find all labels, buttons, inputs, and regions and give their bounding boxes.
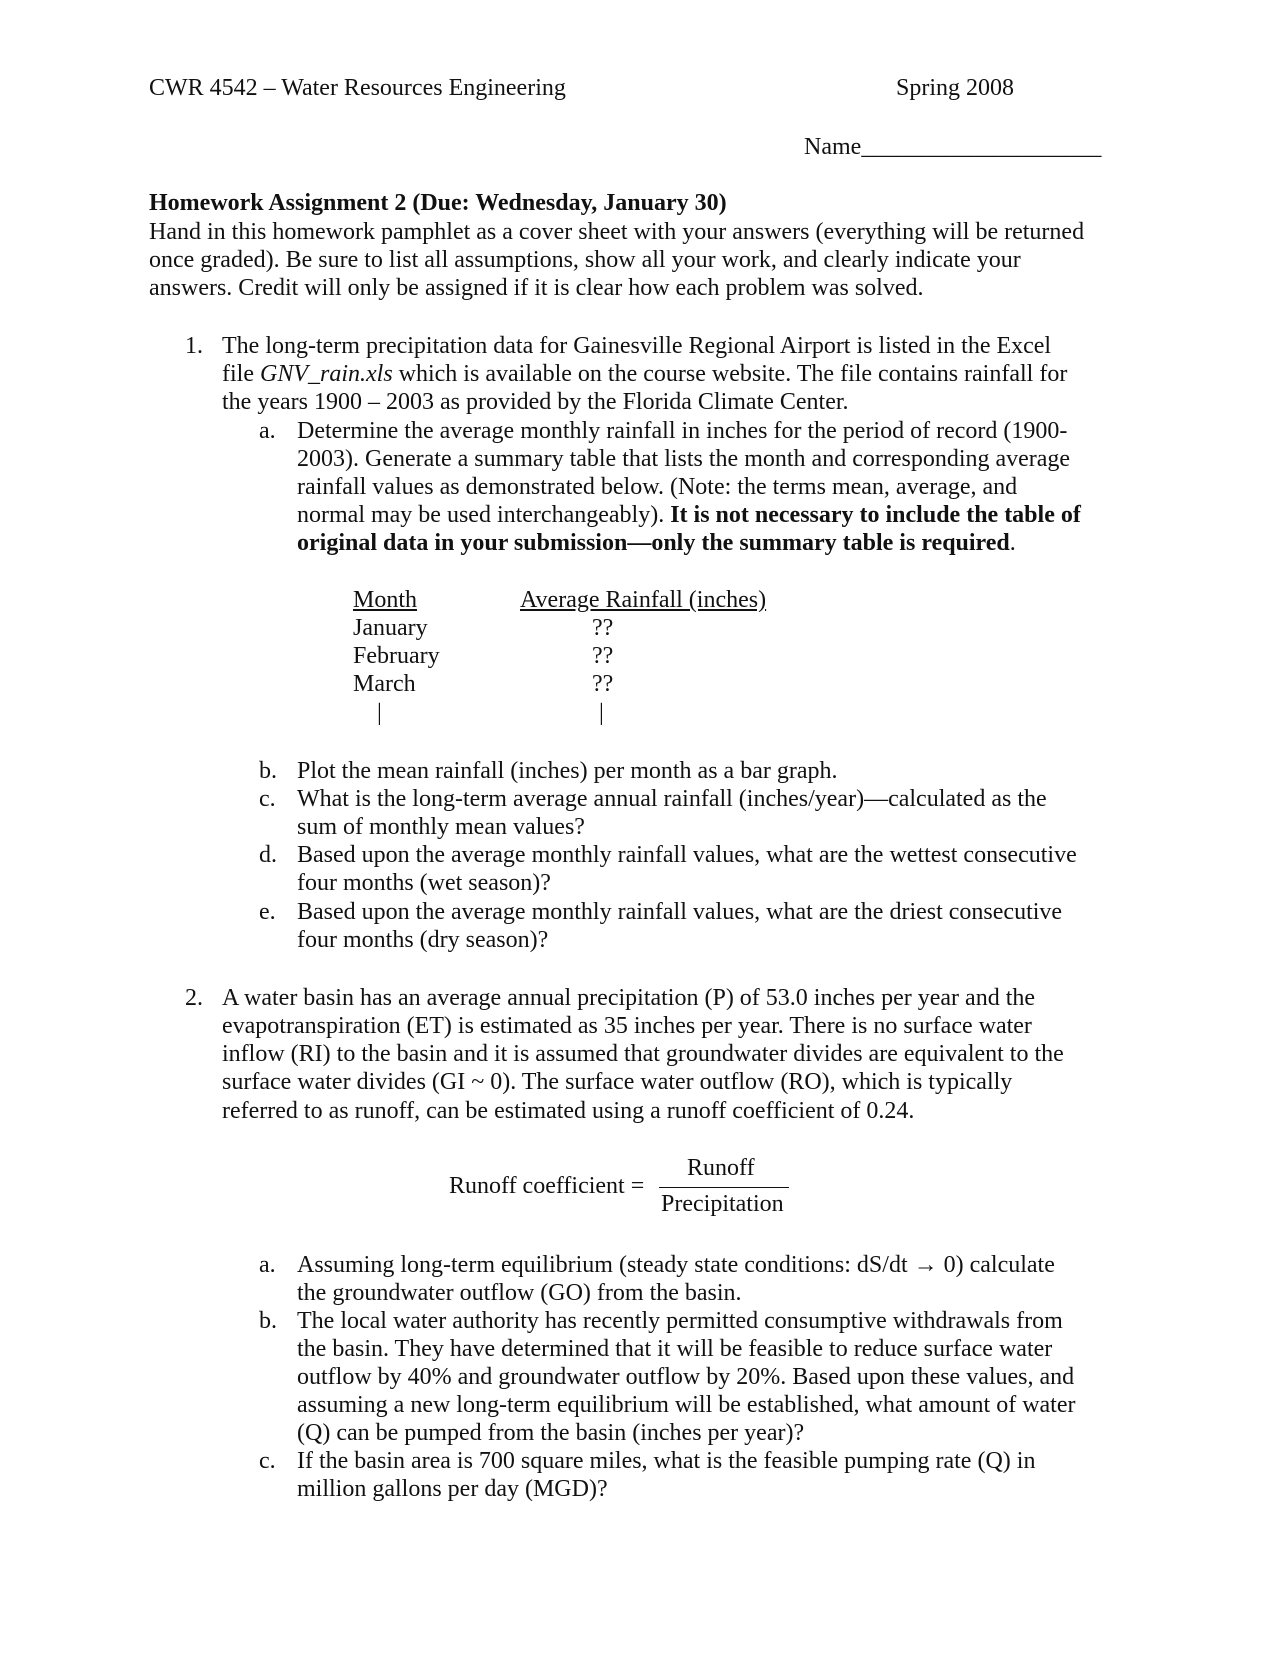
item-1e-line-2: four months (dry season)? xyxy=(297,927,549,953)
intro-line-3: answers. Credit will only be assigned if it is clear how each problem was solved. xyxy=(149,275,924,301)
item-1c-line-1: What is the long-term average annual rainfall (inches/year)—calculated as the xyxy=(297,786,1047,812)
item-1c-label: c. xyxy=(259,786,276,812)
problem-2-line-3: inflow (RI) to the basin and it is assumed that groundwater divides are equivalent to the xyxy=(222,1041,1064,1067)
item-1a-bold-note: original data in your submission—only the summary table is required xyxy=(297,530,1010,556)
table-row-month: March xyxy=(353,671,416,697)
item-2a-label: a. xyxy=(259,1252,276,1278)
item-2a-line-2: the groundwater outflow (GO) from the basin. xyxy=(297,1280,742,1306)
table-row-month: February xyxy=(353,643,440,669)
table-row-month: January xyxy=(353,615,428,641)
table-continuation: | xyxy=(599,700,604,726)
item-1a-line-1: Determine the average monthly rainfall in inches for the period of record (1900- xyxy=(297,418,1068,444)
name-label: Name xyxy=(804,134,862,160)
table-row-value: ?? xyxy=(592,615,614,641)
term-label: Spring 2008 xyxy=(896,75,1015,101)
item-1d-label: d. xyxy=(259,842,277,868)
problem-2-number: 2. xyxy=(185,985,203,1011)
intro-line-1: Hand in this homework pamphlet as a cover sheet with your answers (everything will be returned xyxy=(149,219,1085,245)
equation-lhs: Runoff coefficient = xyxy=(449,1173,645,1199)
equation-denominator: Precipitation xyxy=(661,1191,784,1217)
item-1e-line-1: Based upon the average monthly rainfall values, what are the driest consecutive xyxy=(297,899,1063,925)
problem-1-line-1: The long-term precipitation data for Gainesville Regional Airport is listed in the Excel xyxy=(222,333,1052,359)
item-1a-text: normal may be used interchangeably). xyxy=(297,502,671,528)
item-2b-line-3: outflow by 40% and groundwater outflow by 20%. Based upon these values, and xyxy=(297,1364,1075,1390)
problem-2-line-5: referred to as runoff, can be estimated using a runoff coefficient of 0.24. xyxy=(222,1098,915,1124)
item-1b-line-1: Plot the mean rainfall (inches) per month as a bar graph. xyxy=(297,758,838,784)
course-title: CWR 4542 – Water Resources Engineering xyxy=(149,75,566,101)
item-2b-line-5: (Q) can be pumped from the basin (inches per year)? xyxy=(297,1420,805,1446)
problem-1-text: file xyxy=(222,361,260,387)
item-1b-label: b. xyxy=(259,758,277,784)
problem-1-text: which is available on the course website. The file contains rainfall for xyxy=(392,361,1068,387)
item-1d-line-1: Based upon the average monthly rainfall values, what are the wettest consecutive xyxy=(297,842,1077,868)
problem-1-line-3: the years 1900 – 2003 as provided by the Florida Climate Center. xyxy=(222,389,849,415)
assignment-title: Homework Assignment 2 (Due: Wednesday, January 30) xyxy=(149,190,727,216)
item-1e-label: e. xyxy=(259,899,276,925)
item-2b-label: b. xyxy=(259,1308,277,1334)
item-1a-line-2: 2003). Generate a summary table that lists the month and corresponding average xyxy=(297,446,1071,472)
item-2c-line-2: million gallons per day (MGD)? xyxy=(297,1476,608,1502)
table-row-value: ?? xyxy=(592,643,614,669)
item-1d-line-2: four months (wet season)? xyxy=(297,870,551,896)
item-1a-text: . xyxy=(1009,530,1016,556)
item-1a-bold-note: It is not necessary to include the table of xyxy=(670,502,1081,528)
item-1a-line-4 xyxy=(297,501,1081,529)
file-name: GNV_rain.xls xyxy=(259,361,393,387)
name-blank: ____________________ xyxy=(861,134,1102,160)
fraction-bar xyxy=(659,1187,789,1188)
problem-2-line-1: A water basin has an average annual precipitation (P) of 53.0 inches per year and the xyxy=(222,985,1036,1011)
intro-line-2: once graded). Be sure to list all assumptions, show all your work, and clearly indicate your xyxy=(149,247,1021,273)
table-header-month: Month xyxy=(353,587,418,613)
table-row-value: ?? xyxy=(592,671,614,697)
item-2b-line-1: The local water authority has recently permitted consumptive withdrawals from xyxy=(297,1308,1063,1334)
problem-2-line-2: evapotranspiration (ET) is estimated as 35 inches per year. There is no surface water xyxy=(222,1013,1032,1039)
item-1a-line-3: rainfall values as demonstrated below. (Note: the terms mean, average, and xyxy=(297,474,1018,500)
table-continuation: | xyxy=(377,700,382,726)
item-1a-label: a. xyxy=(259,418,276,444)
name-field xyxy=(804,133,1101,161)
item-1c-line-2: sum of monthly mean values? xyxy=(297,814,585,840)
equation-numerator: Runoff xyxy=(687,1155,755,1181)
table-header-rainfall: Average Rainfall (inches) xyxy=(520,587,767,613)
item-2b-line-2: the basin. They have determined that it will be feasible to reduce surface water xyxy=(297,1336,1053,1362)
item-1a-line-5 xyxy=(297,529,1016,557)
item-2c-line-1: If the basin area is 700 square miles, what is the feasible pumping rate (Q) in xyxy=(297,1448,1036,1474)
item-2b-line-4: assuming a new long-term equilibrium will be established, what amount of water xyxy=(297,1392,1076,1418)
problem-2-line-4: surface water divides (GI ~ 0). The surface water outflow (RO), which is typically xyxy=(222,1069,1013,1095)
item-2a-line-1: Assuming long-term equilibrium (steady state conditions: dS/dt → 0) calculate xyxy=(297,1252,1055,1278)
item-2c-label: c. xyxy=(259,1448,276,1474)
problem-1-line-2 xyxy=(222,360,1067,388)
problem-1-number: 1. xyxy=(185,333,203,359)
